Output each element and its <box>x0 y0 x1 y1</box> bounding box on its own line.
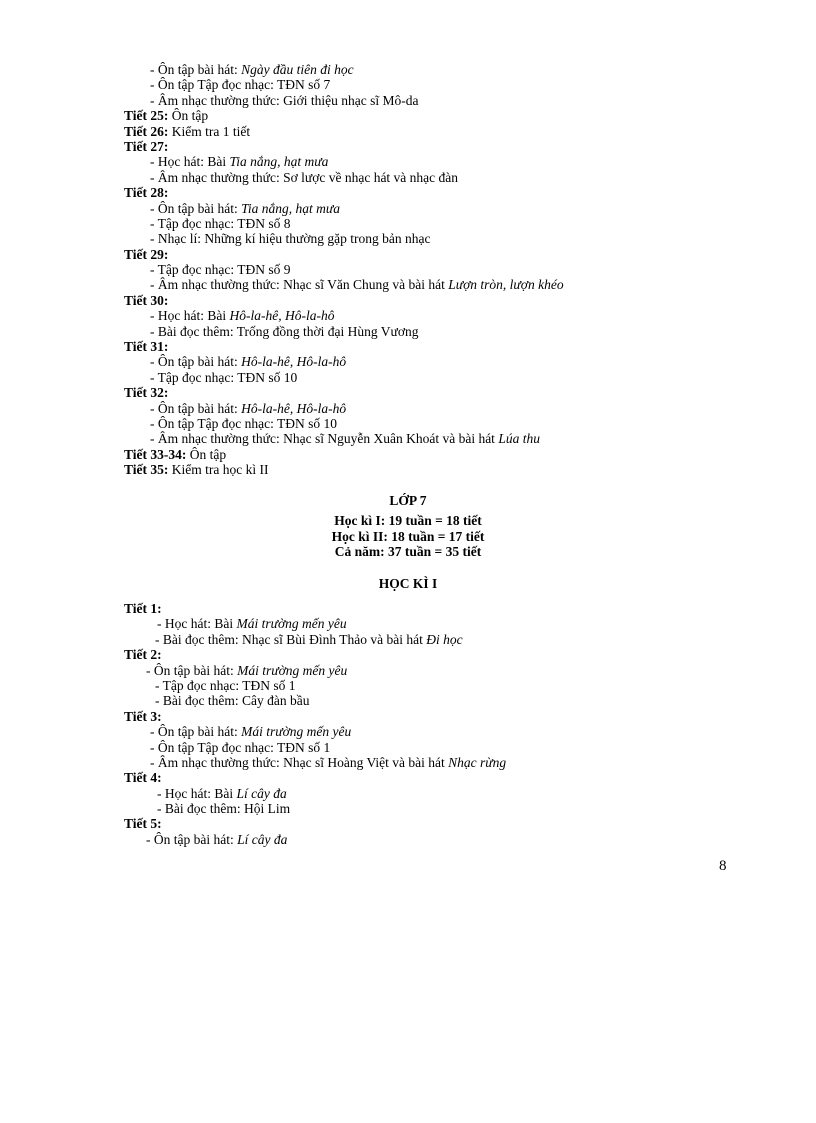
lesson-number: Tiết 1: <box>124 601 162 616</box>
lesson-item-text: - Ôn tập Tập đọc nhạc: TĐN số 10 <box>150 415 337 431</box>
lesson-number: Tiết 30: <box>124 292 169 308</box>
lesson-item-text: - Âm nhạc thường thức: Nhạc sĩ Nguyễn Xuân Khoát và bài hát <box>150 431 499 447</box>
year-summary <box>0 513 816 560</box>
lesson-item-text: - Ôn tập bài hát: <box>146 662 238 678</box>
lesson-item <box>124 216 764 231</box>
lesson-item-text: - Âm nhạc thường thức: Giới thiệu nhạc sĩ Mô-da <box>150 92 419 108</box>
lesson-item <box>124 93 764 108</box>
lesson-number: Tiết 28: <box>124 185 169 201</box>
lesson-number: Tiết 33-34: <box>124 446 187 462</box>
lesson-heading <box>124 385 764 400</box>
lesson-item <box>124 370 764 385</box>
lesson-number: Tiết 2: <box>124 647 162 663</box>
song-title: Mái trường mến yêu <box>241 724 352 740</box>
song-title: Đi học <box>426 631 463 647</box>
lesson-item <box>124 62 764 77</box>
lesson-item-text: - Tập đọc nhạc: TĐN số 1 <box>155 677 296 693</box>
lesson-item <box>124 201 764 216</box>
lesson-item <box>124 724 764 739</box>
lesson-number: Tiết 3: <box>124 708 162 724</box>
song-title: Lượn tròn, lượn khéo <box>448 277 564 293</box>
lesson-item <box>124 231 764 246</box>
song-title: Ngày đầu tiên đi học <box>241 62 354 77</box>
song-title: Lúa thu <box>498 431 540 447</box>
lesson-heading <box>124 816 764 831</box>
lesson-item-text: - Bài đọc thêm: Cây đàn bầu <box>155 693 310 709</box>
song-title: Tia nắng, hạt mưa <box>229 154 329 170</box>
lesson-number: Tiết 25: <box>124 108 169 124</box>
song-title: Lí cây đa <box>237 831 288 847</box>
lesson-item-text: - Học hát: Bài <box>150 308 230 324</box>
song-title: Hô-la-hê, Hô-la-hô <box>229 308 335 324</box>
lesson-heading <box>124 293 764 308</box>
lesson-heading <box>124 185 764 200</box>
lesson-item-text: - Ôn tập bài hát: <box>150 354 242 370</box>
lesson-heading <box>124 709 764 724</box>
lesson-number: Tiết 4: <box>124 770 162 786</box>
lesson-item-text: - Học hát: Bài <box>150 154 230 170</box>
lesson-item-text: - Ôn tập bài hát: <box>150 200 242 216</box>
lesson-item <box>124 632 764 647</box>
lesson-item <box>124 77 764 92</box>
lesson-heading <box>124 601 764 616</box>
lesson-item <box>124 431 764 446</box>
lesson-item <box>124 678 764 693</box>
song-title: Lí cây đa <box>236 785 287 801</box>
lesson-item <box>124 755 764 770</box>
lesson-item-text: - Ôn tập bài hát: <box>146 831 238 847</box>
lesson-item-text: - Bài đọc thêm: Trống đồng thời đại Hùng Vương <box>150 323 419 339</box>
lesson-item-text: - Ôn tập Tập đọc nhạc: TĐN số 1 <box>150 739 331 755</box>
lesson-item <box>124 786 764 801</box>
page-number: 8 <box>719 858 727 874</box>
lesson-item <box>124 740 764 755</box>
song-title: Tia nắng, hạt mưa <box>241 200 340 216</box>
lesson-item-text: - Học hát: Bài <box>157 616 237 632</box>
lesson-number: Tiết 27: <box>124 138 169 154</box>
lesson-item-text: - Ôn tập Tập đọc nhạc: TĐN số 7 <box>150 77 331 93</box>
lesson-heading <box>124 647 764 662</box>
lesson-number: Tiết 35: <box>124 462 169 478</box>
lesson-item-text: - Tập đọc nhạc: TĐN số 8 <box>150 215 291 231</box>
lesson-heading <box>124 447 764 462</box>
lesson-item <box>124 170 764 185</box>
lesson-item <box>124 832 764 847</box>
lesson-item <box>124 154 764 169</box>
lesson-item-text: - Ôn tập bài hát: <box>150 62 242 77</box>
lesson-list-grade7-semester1 <box>124 601 764 847</box>
lesson-item-text: - Âm nhạc thường thức: Sơ lược về nhạc hát và nhạc đàn <box>150 169 459 185</box>
summary-semester-2: Học kì II: 18 tuần = 17 tiết <box>331 528 485 544</box>
lesson-item <box>124 801 764 816</box>
lesson-heading <box>124 462 764 477</box>
lesson-item <box>124 324 764 339</box>
lesson-item-text: - Tập đọc nhạc: TĐN số 9 <box>150 262 291 278</box>
lesson-topic: Kiểm tra học kì II <box>168 462 269 478</box>
lesson-item <box>124 616 764 631</box>
lesson-item <box>124 308 764 323</box>
lesson-heading <box>124 770 764 785</box>
song-title: Mái trường mến yêu <box>236 616 347 632</box>
semester-title: HỌC KÌ I <box>378 576 438 591</box>
lesson-item-text: - Nhạc lí: Những kí hiệu thường gặp trong bản nhạc <box>150 231 431 247</box>
lesson-item <box>124 277 764 292</box>
lesson-topic: Kiểm tra 1 tiết <box>168 123 251 139</box>
song-title: Nhạc rừng <box>448 754 507 770</box>
lesson-topic: Ôn tập <box>168 108 209 124</box>
lesson-heading <box>124 139 764 154</box>
lesson-item-text: - Bài đọc thêm: Nhạc sĩ Bùi Đình Thảo và bài hát <box>155 631 427 647</box>
lesson-item-text: - Học hát: Bài <box>157 785 237 801</box>
lesson-item <box>124 262 764 277</box>
song-title: Hô-la-hê, Hô-la-hô <box>241 354 347 370</box>
lesson-item-text: - Bài đọc thêm: Hội Lim <box>157 801 291 817</box>
lesson-item-text: - Tập đọc nhạc: TĐN số 10 <box>150 369 298 385</box>
lesson-number: Tiết 32: <box>124 385 169 401</box>
lesson-topic: Ôn tập <box>186 446 227 462</box>
lesson-heading <box>124 124 764 139</box>
lesson-item <box>124 401 764 416</box>
lesson-item <box>124 663 764 678</box>
lesson-number: Tiết 29: <box>124 246 169 262</box>
lesson-number: Tiết 31: <box>124 339 169 355</box>
lesson-heading <box>124 339 764 354</box>
lesson-item <box>124 354 764 369</box>
lesson-number: Tiết 5: <box>124 816 162 832</box>
song-title: Mái trường mến yêu <box>237 662 348 678</box>
lesson-number: Tiết 26: <box>124 123 169 139</box>
lesson-item-text: - Âm nhạc thường thức: Nhạc sĩ Văn Chung và bài hát <box>150 277 449 293</box>
lesson-item <box>124 693 764 708</box>
song-title: Hô-la-hê, Hô-la-hô <box>241 400 347 416</box>
lesson-list-grade6-semester2 <box>124 62 764 478</box>
lesson-item-text: - Ôn tập bài hát: <box>150 400 242 416</box>
lesson-heading <box>124 108 764 123</box>
lesson-item-text: - Ôn tập bài hát: <box>150 724 242 740</box>
lesson-heading <box>124 247 764 262</box>
summary-full-year: Cả năm: 37 tuần = 35 tiết <box>334 544 482 559</box>
grade-title: LỚP 7 <box>389 493 427 508</box>
summary-semester-1: Học kì I: 19 tuần = 18 tiết <box>334 513 482 528</box>
lesson-item-text: - Âm nhạc thường thức: Nhạc sĩ Hoàng Việt và bài hát <box>150 754 449 770</box>
lesson-item <box>124 416 764 431</box>
